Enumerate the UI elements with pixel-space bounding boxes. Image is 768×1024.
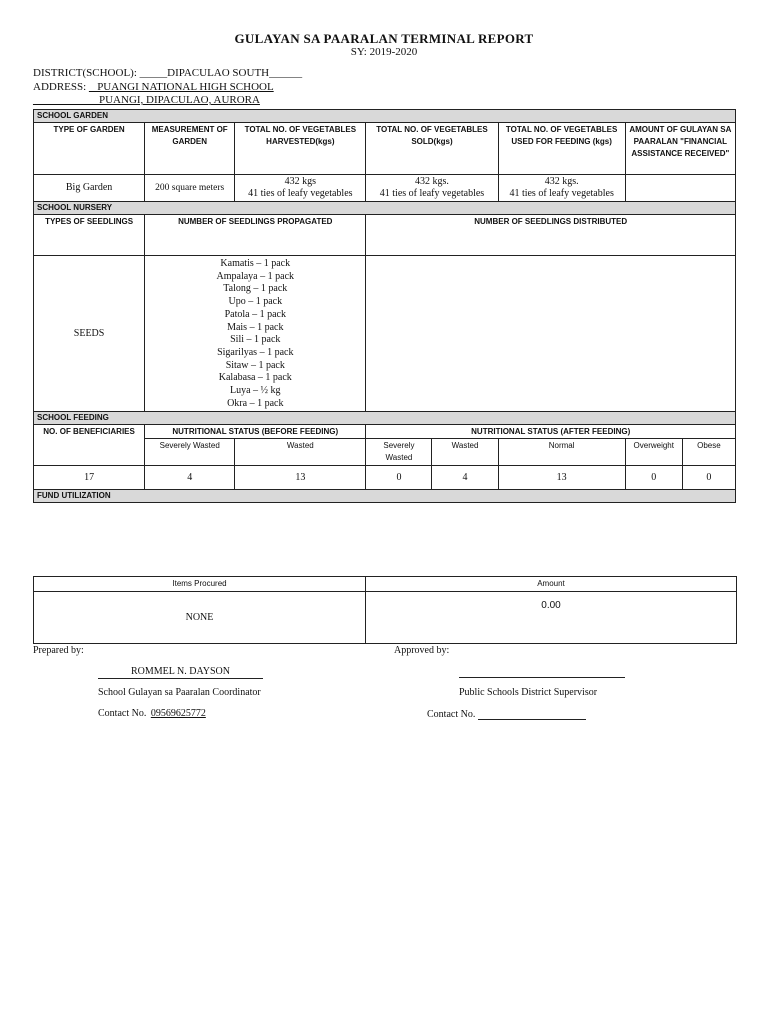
- nursery-header-types: TYPES OF SEEDLINGS: [34, 215, 145, 256]
- seed-item: Mais – 1 pack: [227, 321, 284, 333]
- seed-item: Sitaw – 1 pack: [225, 359, 285, 371]
- after-overweight-header: Overweight: [625, 439, 682, 466]
- seed-item: Patola – 1 pack: [224, 308, 286, 320]
- garden-feeding-cell: [498, 175, 625, 202]
- nursery-header-row: [34, 215, 736, 256]
- address-value-2: ____________PUANGI, DIPACULAO, AURORA: [33, 94, 260, 106]
- harvested-ties: 41 ties of leafy vegetables: [248, 188, 353, 199]
- school-garden-section: [34, 110, 736, 123]
- district-line: [33, 67, 302, 79]
- school-garden-title: SCHOOL GARDEN: [34, 110, 736, 123]
- after-obese-header: Obese: [682, 439, 735, 466]
- garden-type-cell: Big Garden: [34, 175, 145, 202]
- garden-header-harvested: TOTAL NO. OF VEGETABLES HARVESTED(kgs): [235, 123, 366, 175]
- prepared-contact-number: 09569625772: [150, 708, 206, 719]
- seed-item: Ampalaya – 1 pack: [216, 270, 295, 282]
- items-procured-header: Items Procured: [34, 577, 366, 592]
- garden-header-sold: TOTAL NO. OF VEGETABLES SOLD(kgs): [366, 123, 498, 175]
- feeding-header-row: [34, 425, 736, 439]
- nursery-data-row: [34, 256, 736, 412]
- after-wasted-value: 4: [432, 466, 498, 490]
- before-wasted-value: 13: [235, 466, 366, 490]
- approved-contact-number: [478, 708, 586, 720]
- seed-list: [145, 256, 366, 412]
- amount-value: 0.00: [366, 592, 737, 644]
- approved-contact-label: Contact No.: [427, 709, 478, 720]
- before-feeding-header: NUTRITIONAL STATUS (BEFORE FEEDING): [145, 425, 366, 439]
- nursery-header-distributed: NUMBER OF SEEDLINGS DISTRIBUTED: [366, 215, 736, 256]
- items-procured-value: NONE: [34, 592, 366, 644]
- approved-role: Public Schools District Supervisor: [459, 687, 598, 698]
- before-severely-wasted-header: Severely Wasted: [145, 439, 235, 466]
- garden-header-type: TYPE OF GARDEN: [34, 123, 145, 175]
- school-nursery-title: SCHOOL NURSERY: [34, 202, 736, 215]
- after-severely-wasted-header: Severely Wasted: [366, 439, 432, 466]
- nursery-header-propagated: NUMBER OF SEEDLINGS PROPAGATED: [145, 215, 366, 256]
- seedling-type-cell: SEEDS: [34, 256, 145, 412]
- garden-header-measurement: MEASUREMENT OF GARDEN: [145, 123, 235, 175]
- after-normal-header: Normal: [498, 439, 625, 466]
- seed-item: Kamatis – 1 pack: [220, 258, 291, 269]
- fund-utilization-title: FUND UTILIZATION: [34, 490, 736, 503]
- feeding-data-row: [34, 466, 736, 490]
- seed-item: Upo – 1 pack: [228, 296, 283, 308]
- after-overweight-value: 0: [625, 466, 682, 490]
- address-line: [33, 81, 274, 93]
- prepared-contact-line: [98, 708, 227, 719]
- garden-amount-cell: [625, 175, 735, 202]
- prepared-name: ROMMEL N. DAYSON: [98, 666, 263, 679]
- amount-header: Amount: [366, 577, 737, 592]
- seed-item: Okra – 1 pack: [227, 397, 284, 409]
- school-feeding-section: [34, 412, 736, 425]
- garden-data-row: [34, 175, 736, 202]
- seed-item: Talong – 1 pack: [223, 283, 288, 295]
- district-label: DISTRICT(SCHOOL):: [33, 67, 140, 79]
- address-value-1: _ PUANGI NATIONAL HIGH SCHOOL: [88, 81, 274, 93]
- report-title: GULAYAN SA PAARALAN TERMINAL REPORT: [234, 31, 534, 46]
- prepared-role: School Gulayan sa Paaralan Coordinator: [98, 687, 261, 698]
- school-year: SY: 2019-2020: [350, 46, 418, 58]
- sold-ties: 41 ties of leafy vegetables: [379, 188, 485, 199]
- school-feeding-title: SCHOOL FEEDING: [34, 412, 736, 425]
- garden-header-row: [34, 123, 736, 175]
- prepared-contact-label: Contact No.: [98, 708, 149, 719]
- after-severely-wasted-value: 0: [366, 466, 432, 490]
- feeding-ties: 41 ties of leafy vegetables: [509, 188, 614, 199]
- garden-sold-cell: [366, 175, 498, 202]
- fund-table: [33, 576, 737, 644]
- beneficiaries-header: NO. OF BENEFICIARIES: [34, 425, 145, 466]
- beneficiaries-value: 17: [34, 466, 145, 490]
- district-value: _____DIPACULAO SOUTH______: [139, 67, 303, 79]
- harvested-kgs: 432 kgs: [284, 176, 317, 187]
- sold-kgs: 432 kgs.: [415, 176, 449, 187]
- approved-contact-line: [427, 708, 586, 720]
- seed-item: Kalabasa – 1 pack: [218, 372, 292, 384]
- seed-item: Sigarilyas – 1 pack: [217, 346, 294, 358]
- prepared-by-label: Prepared by:: [33, 645, 84, 656]
- garden-harvested-cell: [235, 175, 366, 202]
- after-normal-value: 13: [498, 466, 625, 490]
- seed-item: Sili – 1 pack: [230, 334, 281, 346]
- before-wasted-header: Wasted: [235, 439, 366, 466]
- fund-utilization-section: [34, 490, 736, 503]
- garden-header-feeding: TOTAL NO. OF VEGETABLES USED FOR FEEDING (kgs): [498, 123, 625, 175]
- approved-signature-line: [459, 677, 625, 678]
- after-wasted-header: Wasted: [432, 439, 498, 466]
- fund-header-row: [34, 577, 737, 592]
- approved-by-label: Approved by:: [394, 645, 450, 656]
- fund-data-row: [34, 592, 737, 644]
- garden-header-amount: AMOUNT OF GULAYAN SA PAARALAN "FINANCIAL ASSISTANCE RECEIVED": [625, 123, 735, 175]
- report-table: [33, 109, 736, 503]
- garden-measurement-cell: 200 square meters: [145, 175, 235, 202]
- address-label: ADDRESS:: [33, 81, 89, 93]
- seedlings-distributed-cell: [366, 256, 736, 412]
- feeding-kgs: 432 kgs.: [544, 176, 579, 187]
- after-feeding-header: NUTRITIONAL STATUS (AFTER FEEDING): [366, 425, 736, 439]
- before-severely-wasted-value: 4: [145, 466, 235, 490]
- seed-item: Luya – ½ kg: [230, 385, 281, 397]
- school-nursery-section: [34, 202, 736, 215]
- after-obese-value: 0: [682, 466, 735, 490]
